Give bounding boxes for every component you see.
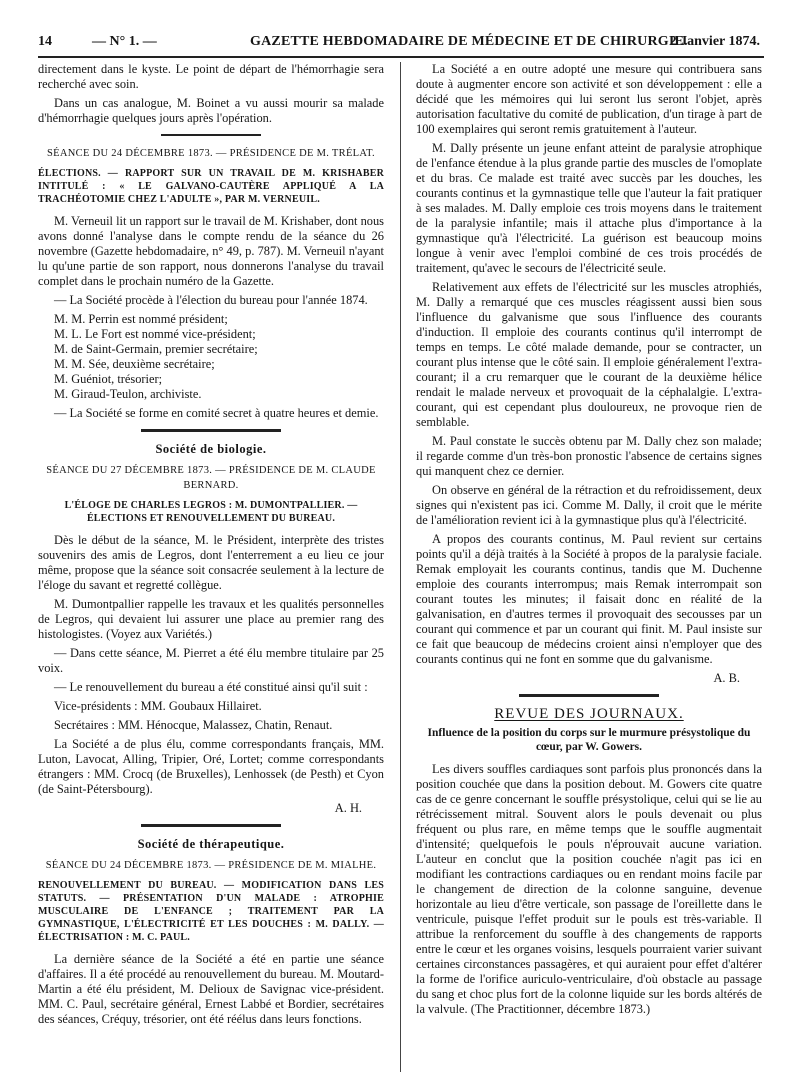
issue-number: — N° 1. —: [92, 34, 157, 49]
session-heading: SÉANCE DU 27 DÉCEMBRE 1873. — PRÉSIDENCE DE M. CLAUDE BERNARD.: [46, 465, 376, 491]
paragraph: A propos des courants continus, M. Paul revient sur certains points qu'il a déjà traités à la Société à propos de la paralysie faciale. Remak employait les courants continus, tandis que M. Duchenne emploie des courants interrompus; mais Remak interrompait son courant toutes les minutes; il faisait donc en réalité de la galvanisation, en d'autres termes il provoquait des secousses par un courant qui commence et par un courant qui finit. M. Paul insiste sur ce fait que beaucoup de médecins croient ainsi n'employer que des courants continus qui ne font en somme que du galvanisme.: [416, 532, 762, 666]
paragraph: — La Société se forme en comité secret à quatre heures et demie.: [54, 406, 379, 420]
paragraph: M. Verneuil lit un rapport sur le travail de M. Krishaber, dont nous avons donné l'analyse dans le compte rendu de la séance du 26 novembre (Gazette hebdomadaire, n° 49, p. 787). M. Verneuil n'ayant lu qu'une partie de son rapport, nous donnerons l'analyse du travail complet dans le prochain numéro de la Gazette.: [38, 214, 384, 288]
paragraph: La Société a de plus élu, comme correspondants français, MM. Luton, Lavocat, Alling, Tripier, Oré, Lortet; comme correspondants étrangers : MM. Crocq (de Bruxelles), Lenhossek (de Pesth) et Cyon (de Saint-Pétersbourg).: [38, 737, 384, 796]
journal-title: GAZETTE HEBDOMADAIRE DE MÉDECINE ET DE CHIRURGIE.: [250, 34, 688, 49]
paragraph: On observe en général de la rétraction et du refroidissement, deux signes qui n'existent pas ici. Comme M. Dally, il croit que le mérite de l'amélioration revient ici à la gymnastique plus qu'à l'électricité.: [416, 483, 762, 527]
society-title: Société de biologie.: [155, 442, 267, 456]
paragraph: M. Paul constate le succès obtenu par M. Dally chez son malade; il regarde comme d'un très-bon pronostic l'absence de certains signes qui manquent chez ce dernier.: [416, 434, 762, 478]
column-divider: [400, 62, 401, 1072]
session-summary: RENOUVELLEMENT DU BUREAU. — MODIFICATION DANS LES STATUTS. — PRÉSENTATION D'UN MALADE : ATROPHIE MUSCULAIRE DE L'ENFANCE ; TRAITEMENT PAR LA GYMNASTIQUE, L'ÉLECTRICITÉ ET LES DOUCHES : M. DALLY. — ÉLECTRISATION : M. C. PAUL.: [38, 880, 384, 943]
session-summary: ÉLECTIONS. — RAPPORT SUR UN TRAVAIL DE M. KRISHABER INTITULÉ : « LE GALVANO-CAUTÈRE APPLIQUÉ A LA TRACHÉOTOMIE CHEZ L'ADULTE », PAR M. VERNEUIL.: [38, 168, 384, 205]
list-item: M. L. Le Fort est nommé vice-président;: [54, 327, 256, 341]
section-rule: [519, 694, 659, 697]
list-item: M. M. Sée, deuxième secrétaire;: [54, 357, 215, 371]
author-initials: A. B.: [713, 671, 740, 685]
article-title: Influence de la position du corps sur le murmure présystolique du cœur, par W. Gowers.: [427, 727, 751, 753]
list-item: M. M. Perrin est nommé président;: [54, 312, 228, 326]
paragraph: Secrétaires : MM. Hénocque, Malassez, Chatin, Renaut.: [54, 718, 333, 732]
paragraph: Vice-présidents : MM. Goubaux Hillairet.: [54, 699, 262, 713]
session-heading: SÉANCE DU 24 DÉCEMBRE 1873. — PRÉSIDENCE DE M. TRÉLAT.: [47, 148, 375, 159]
list-item: M. Guéniot, trésorier;: [54, 372, 163, 386]
page-number: 14: [38, 34, 52, 49]
section-rule: [161, 134, 261, 136]
paragraph: M. Dumontpallier rappelle les travaux et les qualités personnelles de Legros, qui devaient lui assurer une place au premier rang des histologistes. (Voyez aux Variétés.): [38, 597, 384, 641]
list-item: M. Giraud-Teulon, archiviste.: [54, 387, 202, 401]
session-summary: L'ÉLOGE DE CHARLES LEGROS : M. DUMONTPALLIER. — ÉLECTIONS ET RENOUVELLEMENT DU BUREAU.: [64, 500, 358, 524]
paragraph: directement dans le kyste. Le point de départ de l'hémorrhagie sera recherché avec soin.: [38, 62, 384, 91]
paragraph: Relativement aux effets de l'électricité sur les muscles atrophiés, M. Dally a remarqué que ces muscles réagissent aussi bien sous l'influence du galvanisme que sous l'influence des courants d'induction. Il emploie des courants continus qu'il interrompt de temps en temps. Le côté malade demande, pour se contracter, un courant plus intense que le côté sain. Il emploie généralement l'extra-courant; il a cru remarquer que le courant de la deuxième hélice rendait le malade nerveux et provoquait de la céphalalgie. L'extra-courant, qui est cependant plus douloureux, ne provoque rien de semblable.: [416, 280, 762, 429]
paragraph: Les divers souffles cardiaques sont parfois plus prononcés dans la position couchée que dans la position debout. M. Gowers cite quatre cas de ce genre concernant le souffle présystolique, celui qui se lie au rétrécissement mitral. Souvent alors le pouls devenait ou plus fréquent ou plus rare, en même temps que le souffle augmentait d'intensité; quelquefois le pouls n'éprouvait aucune variation. L'auteur en conclut que la position couchée n'agit pas ici en modifiant les contractions cardiaques ou en rendant moins facile par le changement de direction de la colonne sanguine, devenue horizontale au lieu d'être verticale, son passage de l'oreillette dans le ventricule, puisque l'effet produit sur le pouls est très-variable. Il attribue la renforcement du souffle à des changements de rapports entre le cœur et les organes voisins, lesquels pourraient varier suivant certaines circonstances passagères, et qui auraient pour effet d'altérer la forme de l'orifice auriculo-ventriculaire, d'où obstacle au passage du sang et choc plus fort de la colonne liquide sur les bords altérés de la valvule. (The Practitionner, décembre 1873.): [416, 762, 762, 1016]
session-heading: SÉANCE DU 24 DÉCEMBRE 1873. — PRÉSIDENCE DE M. MIALHE.: [45, 860, 377, 871]
newspaper-page: [38, 32, 764, 1072]
section-title: REVUE DES JOURNAUX.: [494, 706, 684, 722]
section-rule: [141, 824, 281, 827]
running-header: [38, 32, 764, 58]
issue-date: 2 Janvier 1874.: [669, 34, 760, 49]
list-item: M. de Saint-Germain, premier secrétaire;: [54, 342, 258, 356]
paragraph: La dernière séance de la Société a été en partie une séance d'affaires. Il a été procédé au renouvellement du bureau. M. Moutard-Martin a été élu président, M. Delioux de Savignac vice-président. MM. C. Paul, secrétaire général, Ernest Labbé et Bordier, secrétaires des séances, Créquy, trésorier, ont été réélus dans leurs fonctions.: [38, 952, 384, 1026]
paragraph: Dès le début de la séance, M. le Président, interprète des tristes souvenirs des amis de Legros, dont l'enterrement a eu lieu ce jour même, propose que la séance soit consacrée seulement à la lecture de l'éloge du savant et regretté collègue.: [38, 533, 384, 592]
section-rule: [141, 429, 281, 432]
paragraph: — Le renouvellement du bureau a été constitué ainsi qu'il suit :: [54, 680, 368, 694]
left-column: [38, 62, 384, 1072]
right-column: [416, 62, 762, 1072]
paragraph: — Dans cette séance, M. Pierret a été élu membre titulaire par 25 voix.: [38, 646, 384, 675]
paragraph: Dans un cas analogue, M. Boinet a vu aussi mourir sa malade d'hémorrhagie quelques jours après l'opération.: [38, 96, 384, 125]
society-title: Société de thérapeutique.: [137, 837, 285, 851]
author-initials: A. H.: [334, 801, 362, 815]
paragraph: M. Dally présente un jeune enfant atteint de paralysie atrophique de l'enfance étendue à la plus grande partie des muscles de l'omoplate et du bras. Ce malade est traité avec succès par les douches, les courants continus et la gymnastique telle que l'auteur la fait pratiquer à ses malades. M. Dally emploie ces trois moyens dans le traitement de la paralysie infantile; mais il attache plus d'importance à la gymnastique qu'à l'électricité. La guérison est beaucoup moins longue à venir avec l'emploi combiné de ces trois procédés de traitement, qu'avec le secours de l'électricité seule.: [416, 141, 762, 275]
paragraph: — La Société procède à l'élection du bureau pour l'année 1874.: [54, 293, 368, 307]
paragraph: La Société a en outre adopté une mesure qui contribuera sans doute à augmenter encore son activité et son développement : elle a décidé que les mémoires qui lui seront lus seront l'objet, après autorisation facultative du comité de publication, d'un tirage à part de 100 exemplaires qui seront remis gratuitement à l'auteur.: [416, 62, 762, 136]
bureau-list: [38, 312, 384, 402]
